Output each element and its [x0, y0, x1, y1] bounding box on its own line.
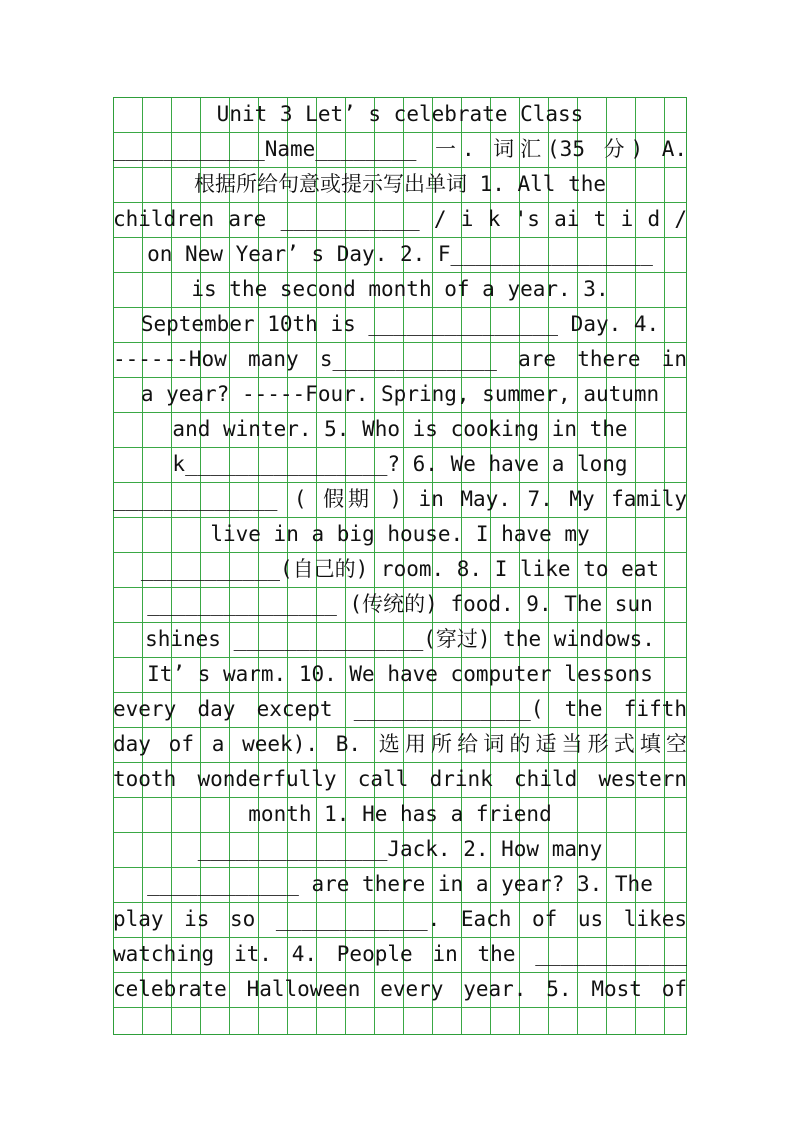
text-line-15: _______________ (传统的) food. 9. The sun [147, 592, 653, 616]
text-line-25: watching it. 4. People in the ____________ [113, 942, 687, 966]
text-line-17: It’ s warm. 10. We have computer lessons [147, 662, 653, 686]
text-line-1: Unit 3 Let’ s celebrate Class [216, 102, 584, 126]
text-line-14: ___________(自己的) room. 8. I like to eat [140, 557, 660, 581]
text-line-23: ____________ are there in a year? 3. The [147, 872, 653, 896]
text-line-2: ____________Name________ 一. 词汇(35 分) A. [113, 137, 687, 161]
text-line-4: children are ___________ / i k 's ai t i d / [113, 207, 687, 231]
text-line-21: month 1. He has a friend [248, 802, 552, 826]
text-line-20: tooth wonderfully call drink child western [113, 767, 687, 791]
text-line-18: every day except ______________( the fifth [113, 697, 687, 721]
text-line-5: on New Year’ s Day. 2. F________________ [147, 242, 653, 266]
text-line-19: day of a week). B. 选用所给词的适当形式填空 [113, 732, 687, 756]
text-line-26: celebrate Halloween every year. 5. Most of [113, 977, 687, 1001]
text-line-16: shines _______________(穿过) the windows. [145, 627, 655, 651]
text-line-6: is the second month of a year. 3. [191, 277, 609, 301]
text-line-8: ------How many s_____________ are there in [113, 347, 687, 371]
text-line-11: k________________? 6. We have a long [172, 452, 628, 476]
text-line-13: live in a big house. I have my [210, 522, 590, 546]
text-line-12: _____________ ( 假期 ) in May. 7. My family [113, 487, 687, 511]
text-line-7: September 10th is _______________ Day. 4. [140, 312, 660, 336]
text-line-24: play is so ____________. Each of us likes [113, 907, 687, 931]
text-line-3: 根据所给句意或提示写出单词 1. All the [193, 172, 607, 196]
text-line-22: _______________Jack. 2. How many [197, 837, 603, 861]
text-line-9: a year? -----Four. Spring, summer, autumn [140, 382, 660, 406]
text-line-10: and winter. 5. Who is cooking in the [172, 417, 628, 441]
